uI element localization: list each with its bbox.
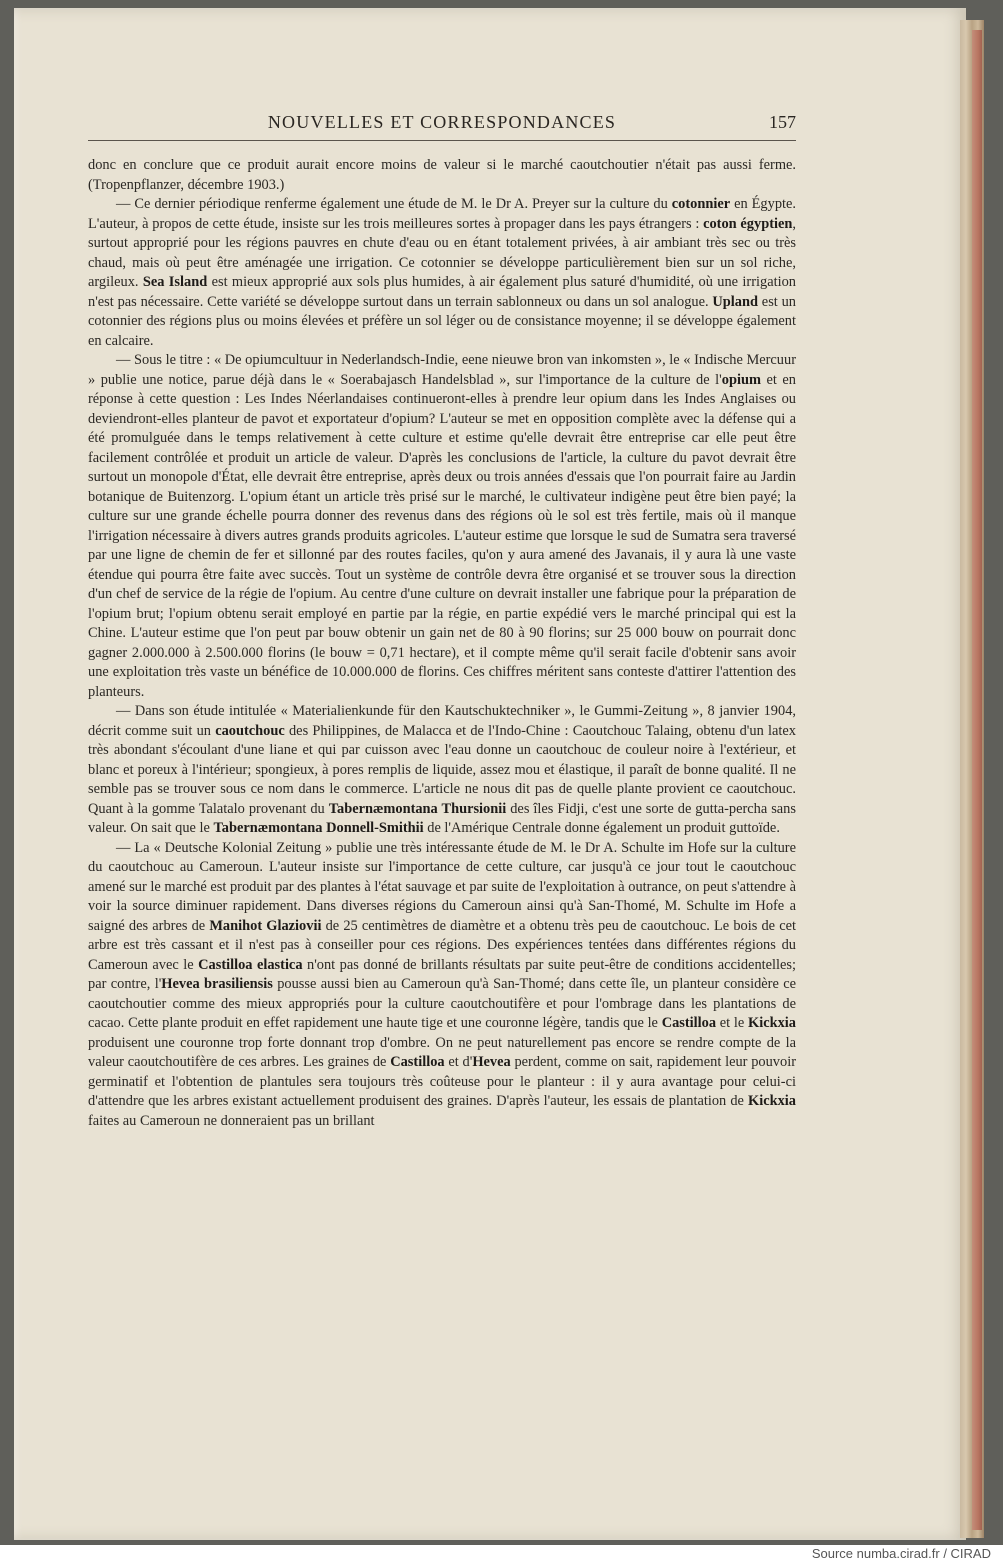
text-run: — Ce dernier périodique renferme également une étude de M. le Dr A. Preyer sur la culture du <box>116 196 672 212</box>
text-run: de 25 centimètres de diamètre et a obtenu très peu de caoutchouc. Le bois de cet arbre est très cassant et il n'est pas à conseiller pour ces régions. Des expériences tentées dans différentes régions du Cameroun avec le <box>88 917 796 973</box>
text-run: — Sous le titre : « De opiumcultuur in Nederlandsch-Indie, eene nieuwe bron van inkomsten », le « Indische Mercuur » publie une notice, parue déjà dans le « Soerabajasch Handelsblad », sur l'importance de la culture de l' <box>88 352 796 388</box>
bold-term: Tabernæmontana Donnell-Smithii <box>213 820 424 836</box>
running-title: NOUVELLES ET CORRESPONDANCES <box>267 112 617 132</box>
paragraph <box>88 702 796 839</box>
text-run: pousse aussi bien au Cameroun qu'à San-Thomé; dans cette île, un planteur considère ce caoutchoutier comme des mieux appropriés pour la culture caoutchoutifère et pour l'ombrage dans les plantations de cacao. Cette plante produit en effet rapidement une haute tige et une couronne légère, tandis que le <box>88 976 796 1031</box>
header-rule <box>88 140 796 141</box>
text-run: des Philippines, de Malacca et de l'Indo-Chine : Caoutchouc Talaing, obtenu d'un latex très abondant s'écoulant d'une liane et qui par cuisson avec l'eau donne un caoutchouc de couleur noire à l'extérieur, et blanc et poreux à l'intérieur; spongieux, à pores remplis de liquide, assez mou et élastique, il paraît de bonne qualité. Il ne semble pas se trouver sous ce nom dans le commerce. L'article ne nous dit pas de quelle plante provient ce caoutchouc. Quant à la gomme Talatalo provenant du <box>88 722 796 817</box>
text-run: — La « Deutsche Kolonial Zeitung » publie une très intéressante étude de M. le Dr A. Schulte im Hofe sur la culture du caoutchouc au Cameroun. L'auteur insiste sur l'importance de cette culture, car jusqu'à ce jour tout le caoutchouc amené sur le marché est produit par des plantes à l'état sauvage et par suite de l'exploitation à outrance, on peut s'attendre à voir la source diminuer rapidement. Dans diverses régions du Cameroun ainsi qu'à San-Thomé, M. Schulte im Hofe a saigné des arbres de <box>88 839 796 934</box>
article-body <box>88 156 796 1131</box>
text-run: donc en conclure que ce produit aurait encore moins de valeur si le marché caoutchoutier n'était pas aussi ferme. (Tropenpflanzer, décembre 1903.) <box>88 157 796 193</box>
bold-term: Castilloa elastica <box>198 956 303 973</box>
text-run: et d' <box>444 1054 473 1070</box>
text-run: de l'Amérique Centrale donne également un produit guttoïde. <box>423 820 780 836</box>
text-run: faites au Cameroun ne donneraient pas un brillant <box>88 1112 375 1129</box>
bold-term: caoutchouc <box>215 722 285 739</box>
bold-term: Kickxia <box>748 1015 796 1031</box>
bold-term: Manihot Glaziovii <box>209 917 322 934</box>
text-run: produisent une couronne trop forte donnant trop d'ombre. On ne peut naturellement pas encore se rendre compte de la valeur caoutchoutifère de ces arbres. Les graines de <box>88 1034 796 1070</box>
text-run: n'ont pas donné de brillants résultats par suite peut-être de conditions accidentelles; par contre, l' <box>88 956 797 992</box>
bold-term: cotonnier <box>671 196 731 212</box>
bold-term: Kickxia <box>748 1093 796 1109</box>
text-run: et le <box>716 1015 749 1031</box>
text-run: est mieux approprié aux sols plus humides, à air également plus saturé d'humidité, où une irrigation n'est pas nécessaire. Cette variété se développe surtout dans un terrain sablonneux ou dans un sol analogue. <box>88 274 796 310</box>
paragraph <box>88 351 796 702</box>
bold-term: Castilloa <box>661 1015 717 1031</box>
bold-term: Upland <box>712 293 758 310</box>
text-run: des îles Fidji, c'est une sorte de gutta-percha sans valeur. On sait que le <box>88 800 796 836</box>
running-head <box>88 112 796 138</box>
bold-term: Hevea <box>472 1054 511 1070</box>
bold-term: opium <box>721 371 761 388</box>
bold-term: Hevea brasiliensis <box>161 976 273 992</box>
page-edge-red-tint <box>972 30 982 1530</box>
paragraph <box>88 195 796 351</box>
paragraph <box>88 839 796 1132</box>
bold-term: Castilloa <box>390 1054 445 1070</box>
text-run: perdent, comme on sait, rapidement leur pouvoir germinatif et l'obtention de plantules sera toujours très coûteuse pour le planteur : il y aura avantage pour celui-ci d'attendre que les arbres existant actuellement produisent des graines. D'après l'auteur, les essais de plantation de <box>88 1054 796 1109</box>
bold-term: coton égyptien <box>703 215 793 232</box>
text-run: — Dans son étude intitulée « Materialienkunde für den Kautschuktechniker », le Gummi-Zeitung », 8 janvier 1904, décrit comme suit un <box>88 703 796 739</box>
bold-term: Tabernæmontana Thursionii <box>328 800 507 817</box>
text-run: et en réponse à cette question : Les Indes Néerlandaises continueront-elles à prendre leur opium dans les Indes Anglaises ou deviendront-elles planteur de pavot et exportateur d'opium? L'auteur se met en opposition complète avec la défense qui a été promulguée dans le temps relativement à cette culture et estime qu'elle devrait être entreprise car elle peut être facilement contrôlée et produit un article de valeur. D'après les conclusions de l'article, la culture du pavot devrait être surtout un monopole d'État, elle devrait être entreprise, après deux ou trois années d'essais que l'on pourrait faire au Jardin botanique de Buitenzorg. L'opium étant un article très prisé sur le marché, le cultivateur indigène peut être bien payé; la culture sur une grande échelle pourra donner des revenus dans des régions où le sol est très fertile, mais où il manque l'irrigation nécessaire à divers autres grands produits agricoles. L'auteur estime que lorsque le sud de Sumatra sera traversé par une ligne de chemin de fer et sillonné par des routes faciles, qu'on y aura amené des Javanais, il y aura là une vaste étendue qui pourra être faite avec succès. Tout un système de contrôle devra être organisé et se trouver sous la direction d'un chef de service de la régie de l'opium. Au centre d'une culture on devrait installer une fabrique pour la préparation de l'opium brut; l'opium obtenu serait employé en partie par la régie, en partie expédié vers le marché principal qui est la Chine. L'auteur estime que l'on peut par bouw obtenir un gain net de 80 à 90 florins; sur 25 000 bouw on pourrait donc gagner 2.000.000 à 2.500.000 florins (le bouw = 0,71 hectare), et il compte même qu'il serait facile d'obtenir sans avoir une exploitation très vaste un bénéfice de 10.000.000 de florins. Ces chiffres méritent sans conteste d'attirer l'attention des planteurs. <box>88 371 796 700</box>
bold-term: Sea Island <box>142 274 208 290</box>
text-run: , surtout approprié pour les régions pauvres en chute d'eau ou en étant totalement privées, à air ambiant très sec ou très chaud, mais où peut être aménagée une irrigation. Ce cotonnier se développe particulièrement bien sur un sol riche, argileux. <box>88 215 796 290</box>
paragraph <box>88 156 796 195</box>
text-run: est un cotonnier des régions plus ou moins élevées et préfère un sol léger ou de consistance moyenne; il se développe également en calcaire. <box>88 293 796 349</box>
source-credit: Source numba.cirad.fr / CIRAD <box>811 1546 991 1561</box>
text-run: en Égypte. L'auteur, à propos de cette étude, insiste sur les trois meilleures sortes à propager dans les pays étrangers : <box>88 196 796 232</box>
page-number: 157 <box>769 112 796 132</box>
